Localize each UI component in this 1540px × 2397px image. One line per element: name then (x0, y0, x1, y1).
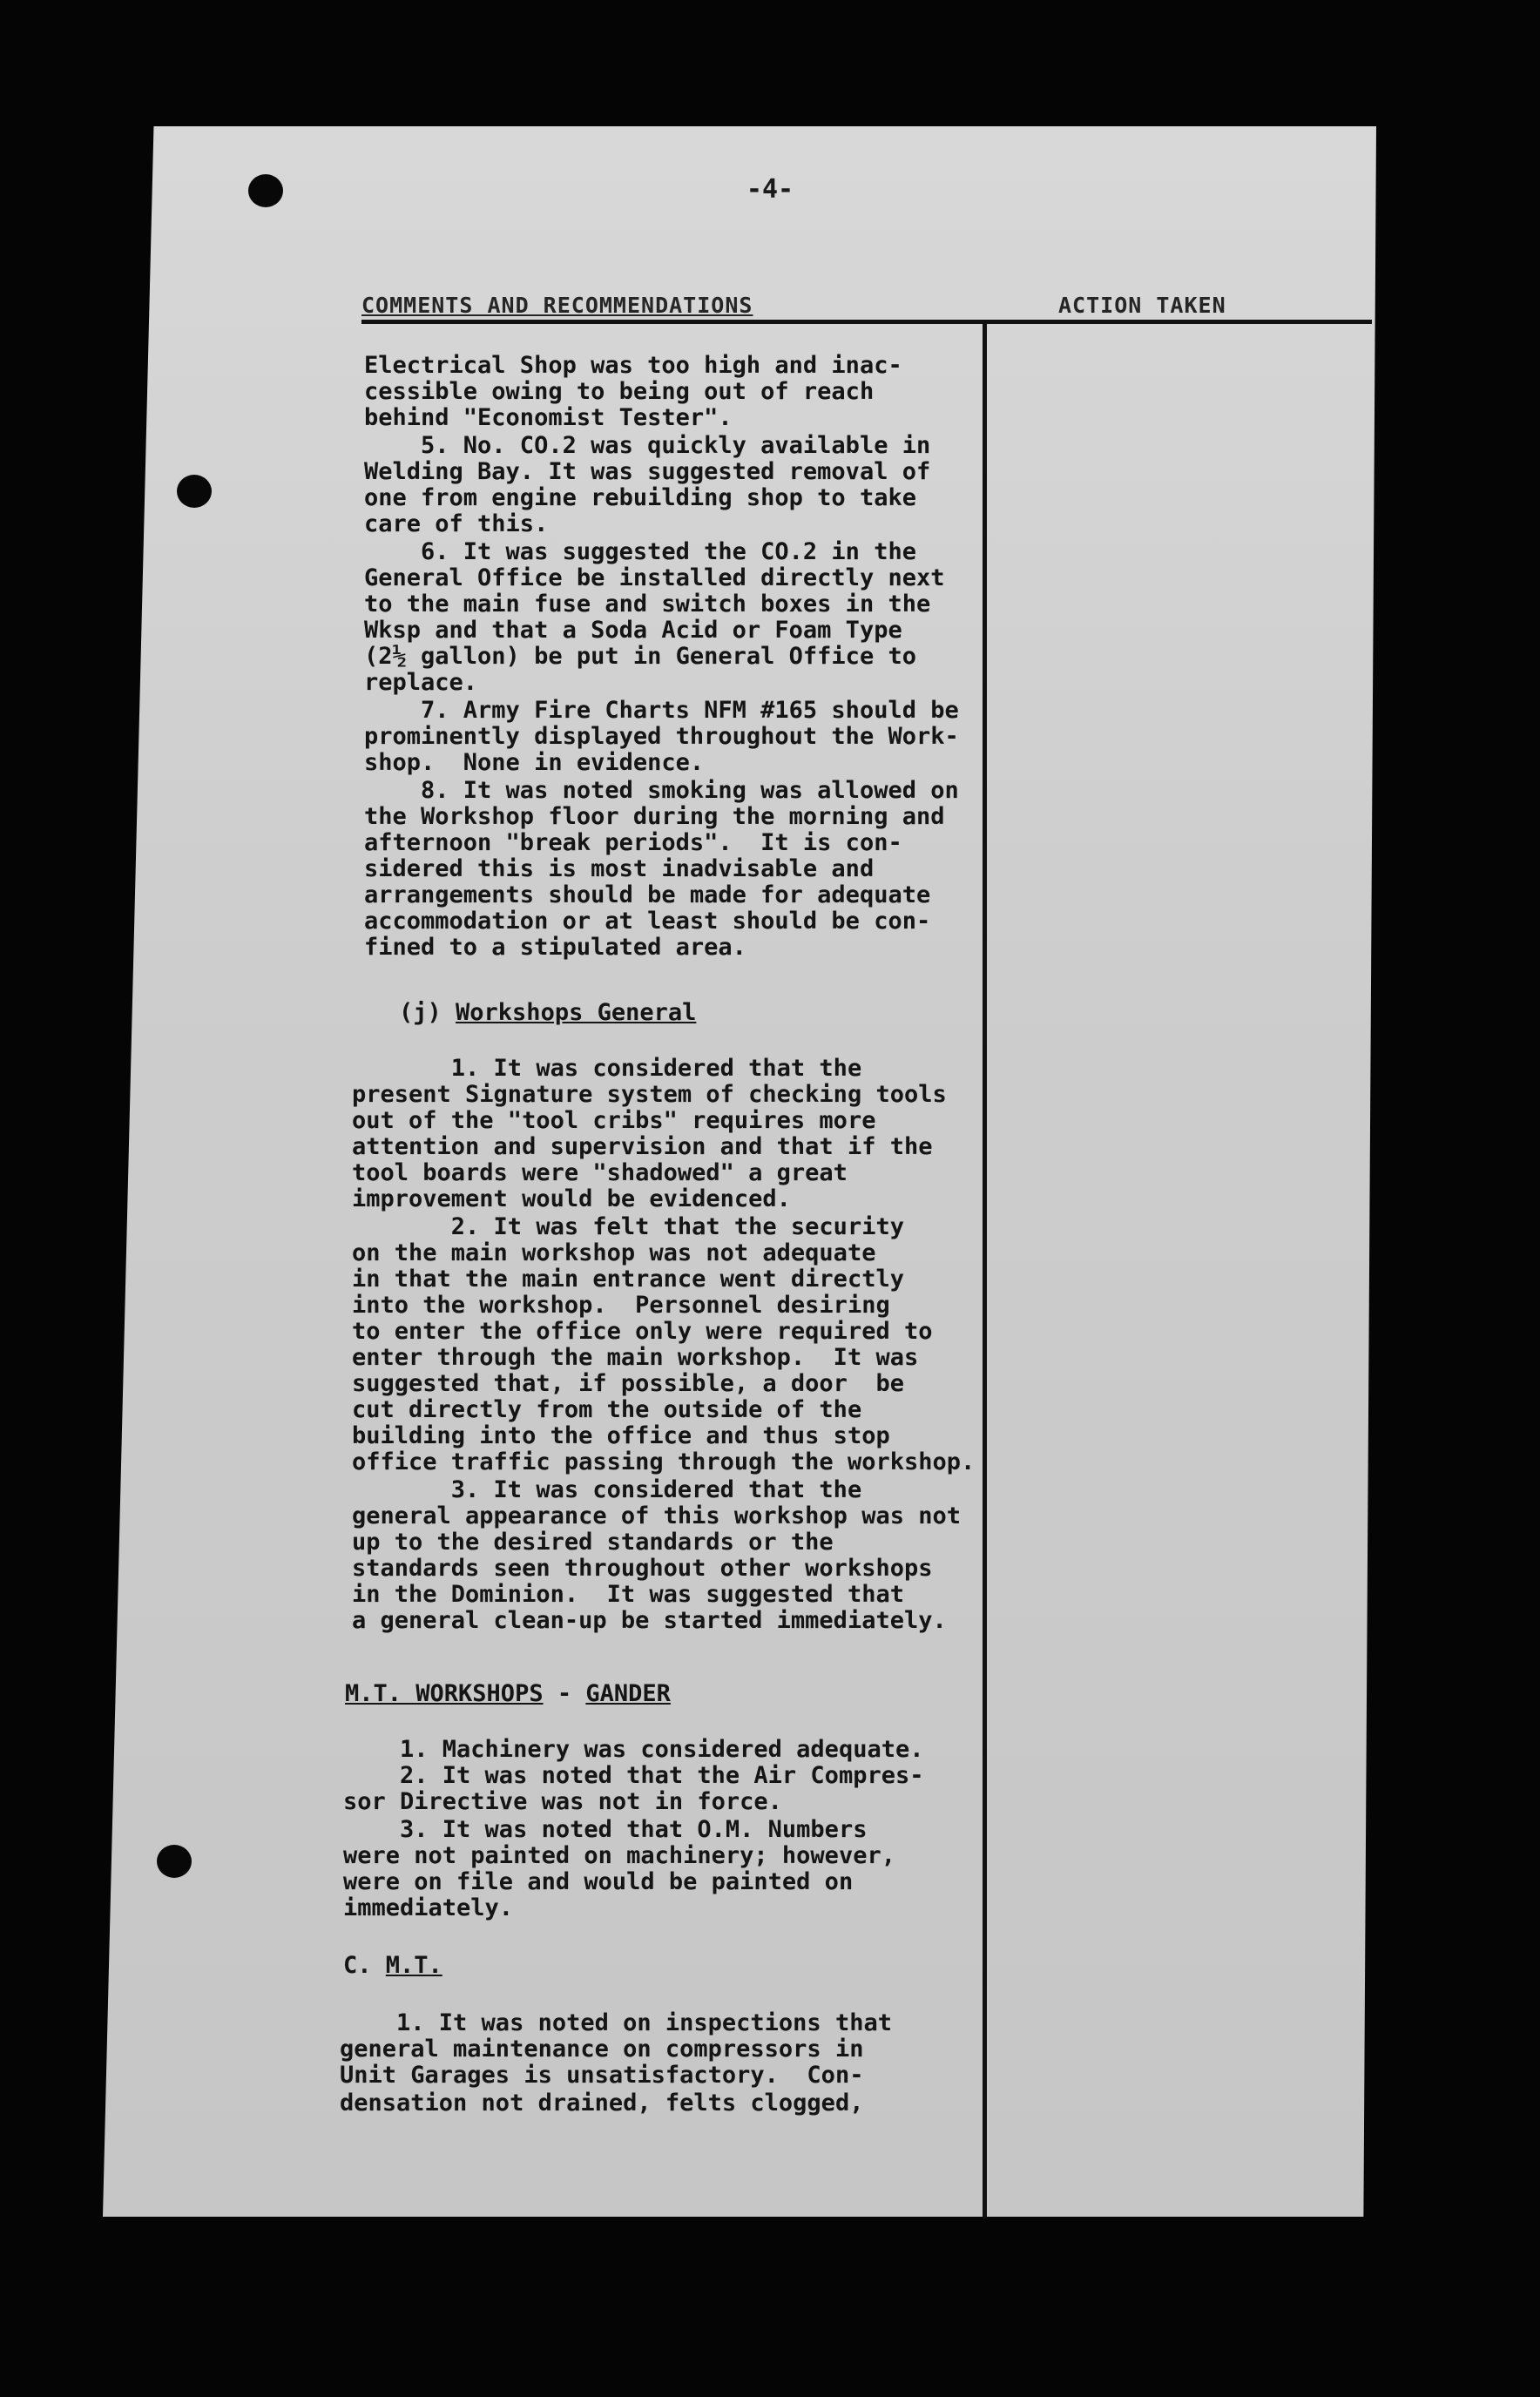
text-line: to enter the office only were required to (352, 1318, 933, 1345)
text-line: sidered this is most inadvisable and (364, 855, 875, 882)
text-line: afternoon "break periods". It is con- (364, 829, 902, 856)
text-line: office traffic passing through the workshop. (352, 1448, 976, 1475)
text-line: 5. No. CO.2 was quickly available in (364, 432, 931, 459)
text-line: 6. It was suggested the CO.2 in the (364, 538, 916, 565)
text-line: suggested that, if possible, a door be (352, 1370, 904, 1397)
text-line: 1. It was considered that the (352, 1055, 862, 1082)
text-line: attention and supervision and that if the (352, 1133, 933, 1160)
text-line: enter through the main workshop. It was (352, 1344, 919, 1371)
text-line: behind "Economist Tester". (364, 404, 733, 431)
section-marker: (j) (399, 999, 456, 1026)
text-line: replace. (364, 669, 478, 696)
text-line: 2. It was noted that the Air Compres- (343, 1762, 924, 1789)
text-line: present Signature system of checking tools (352, 1081, 947, 1108)
text-line: were on file and would be painted on (343, 1868, 854, 1895)
text-line: Welding Bay. It was suggested removal of (364, 458, 931, 485)
section-separator: - (543, 1680, 586, 1707)
text-line: densation not drained, felts clogged, (340, 2090, 864, 2117)
text-line: general maintenance on compressors in (340, 2036, 864, 2063)
column-divider (983, 324, 987, 2218)
text-line: into the workshop. Personnel desiring (352, 1292, 890, 1319)
text-line: Wksp and that a Soda Acid or Foam Type (364, 617, 902, 644)
text-line: 1. Machinery was considered adequate. (343, 1736, 924, 1763)
column-header-action: ACTION TAKEN (1058, 293, 1226, 318)
header-rule (361, 320, 1372, 324)
text-line: general appearance of this workshop was not (352, 1502, 961, 1529)
text-line: standards seen throughout other workshops (352, 1555, 933, 1582)
text-line: 8. It was noted smoking was allowed on (364, 777, 959, 804)
section-heading-mt-workshops-gander (345, 1681, 671, 1707)
text-line: Unit Garages is unsatisfactory. Con- (340, 2062, 864, 2089)
text-line: immediately. (343, 1894, 514, 1921)
text-line: Electrical Shop was too high and inac- (364, 352, 902, 379)
text-line: tool boards were "shadowed" a great (352, 1159, 848, 1186)
text-line: prominently displayed throughout the Work- (364, 723, 959, 750)
text-line: to the main fuse and switch boxes in the (364, 591, 931, 618)
text-line: in that the main entrance went directly (352, 1266, 904, 1293)
text-line: were not painted on machinery; however, (343, 1842, 895, 1869)
section-title-b: GANDER (585, 1680, 671, 1707)
text-line: 1. It was noted on inspections that (340, 2009, 892, 2036)
text-line: the Workshop floor during the morning and (364, 803, 945, 830)
text-line: up to the desired standards or the (352, 1529, 834, 1556)
text-line: on the main workshop was not adequate (352, 1239, 876, 1266)
punch-hole-bottom (157, 1845, 192, 1878)
text-line: arrangements should be made for adequate (364, 881, 931, 908)
text-line: out of the "tool cribs" requires more (352, 1107, 876, 1134)
section-heading-c-mt (343, 1953, 442, 1979)
text-line: 2. It was felt that the security (352, 1213, 904, 1240)
section-title-a: M.T. WORKSHOPS (345, 1680, 544, 1707)
section-heading-workshops-general (399, 1000, 696, 1026)
text-line: 7. Army Fire Charts NFM #165 should be (364, 697, 959, 724)
text-line: improvement would be evidenced. (352, 1185, 791, 1212)
text-line: accommodation or at least should be con- (364, 908, 931, 935)
text-line: sor Directive was not in force. (343, 1788, 782, 1815)
text-line: cut directly from the outside of the (352, 1396, 862, 1423)
text-line: in the Dominion. It was suggested that (352, 1581, 904, 1608)
section-title: M.T. (385, 1952, 442, 1979)
text-line: one from engine rebuilding shop to take (364, 484, 916, 511)
section-prefix: C. (343, 1952, 386, 1979)
text-line: 3. It was noted that O.M. Numbers (343, 1816, 868, 1843)
section-title: Workshops General (456, 999, 697, 1026)
page-number: -4- (746, 174, 794, 205)
punch-hole-middle (177, 475, 212, 508)
text-line: (2½ gallon) be put in General Office to (364, 643, 916, 670)
text-line: building into the office and thus stop (352, 1422, 890, 1449)
column-header-comments: COMMENTS AND RECOMMENDATIONS (361, 293, 753, 318)
text-line: cessible owing to being out of reach (364, 378, 875, 405)
text-line: shop. None in evidence. (364, 749, 705, 776)
text-line: care of this. (364, 510, 549, 537)
text-line: a general clean-up be started immediately. (352, 1607, 947, 1634)
text-line: 3. It was considered that the (352, 1476, 862, 1503)
text-line: General Office be installed directly next (364, 564, 945, 591)
text-line: fined to a stipulated area. (364, 934, 746, 961)
